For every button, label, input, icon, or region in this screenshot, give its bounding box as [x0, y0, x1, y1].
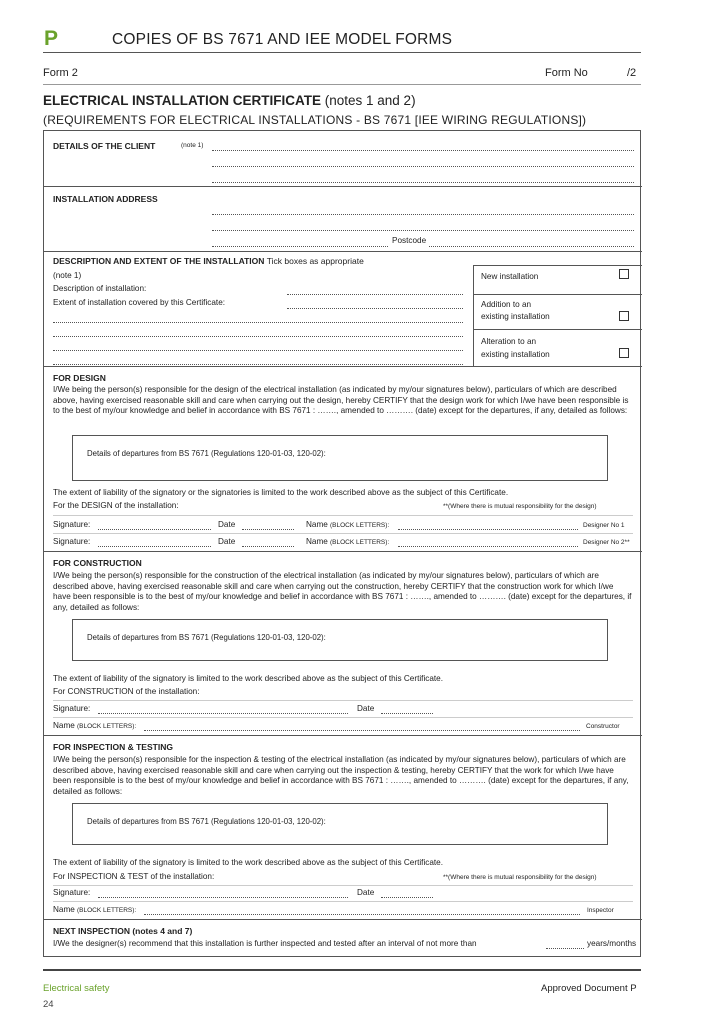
extent-line-4[interactable] [53, 364, 463, 365]
design-mutual-note: **(Where there is mutual responsibility for the design) [443, 503, 597, 510]
construction-liability: The extent of liability of the signatory is limited to the work described above as the subject of this Certificate. [53, 674, 444, 683]
design2-block-letters: (BLOCK LETTERS): [330, 539, 390, 546]
options-divider [473, 265, 474, 366]
designer-1-label: Designer No 1 [583, 522, 625, 529]
inspection-date-label: Date [357, 888, 375, 897]
certificate-title-bold: ELECTRICAL INSTALLATION CERTIFICATE [43, 93, 321, 108]
construction-departures-label: Details of departures from BS 7671 (Regulations 120-01-03, 120-02): [87, 633, 326, 642]
design2-signature-field[interactable] [98, 546, 211, 547]
inspection-signature-field[interactable] [98, 897, 348, 898]
client-note: (note 1) [181, 142, 204, 149]
inspection-text: I/We being the person(s) responsible for the inspection & testing of the electrical installation (as indicated by my/our signatures below), particulars of which are described above, having exercised reasonable skill and care when carrying out the inspection & testing, hereby CERTIFY that the work for which I/we have been responsible is to the best of my/our knowledge and belief in accordance with BS 7671 : ……., amended to ………. (date) except for the departures, if any, detailed as follows: [53, 755, 629, 796]
design2-date-field[interactable] [242, 546, 294, 547]
footer-left: Electrical safety [43, 983, 110, 994]
footer-right: Approved Document P [541, 983, 637, 994]
inspection-signature-label: Signature: [53, 888, 91, 897]
design1-signature-field[interactable] [98, 529, 211, 530]
inspection-block-letters: (BLOCK LETTERS): [77, 907, 137, 914]
extent-label: Extent of installation covered by this Certificate: [53, 298, 226, 307]
construction-for-line: For CONSTRUCTION of the installation: [53, 687, 200, 696]
description-heading-tail: Tick boxes as appropriate [266, 256, 364, 266]
constructor-label: Constructor [586, 723, 620, 730]
construction-date-label: Date [357, 704, 375, 713]
extent-line-2[interactable] [53, 336, 463, 337]
description-field[interactable] [287, 294, 463, 295]
certificate-title [43, 93, 416, 108]
construction-departures-box[interactable] [72, 619, 608, 661]
extent-line-3[interactable] [53, 350, 463, 351]
design-text: I/We being the person(s) responsible for the design of the electrical installation (as indicated by my/our signatures below), particulars of which are described above, having exercised reasonable skill and care when carrying out the design, hereby CERTIFY that the design work for which I/we have been responsible is to the best of my/our knowledge and belief in accordance with BS 7671 : ……., amended to ………. (date) except for the departures, if any, detailed as follows: [53, 385, 629, 416]
postcode-label: Postcode [392, 236, 427, 245]
inspection-liability: The extent of liability of the signatory is limited to the work described above as the subject of this Certificate. [53, 858, 444, 867]
next-inspection-heading: NEXT INSPECTION (notes 4 and 7) [53, 926, 193, 936]
description-heading-bold: DESCRIPTION AND EXTENT OF THE INSTALLATION [53, 256, 265, 266]
designer-2-label: Designer No 2** [583, 539, 630, 546]
option-alteration-label-2: existing installation [481, 350, 550, 359]
address-line-2[interactable] [212, 230, 634, 231]
design1-date-label: Date [218, 520, 236, 529]
section-letter: P [44, 27, 59, 50]
form-no-suffix: /2 [627, 67, 637, 79]
next-inspection-text-b: years/months [587, 939, 637, 948]
design-departures-label: Details of departures from BS 7671 (Regulations 120-01-03, 120-02): [87, 449, 326, 458]
inspection-for-line: For INSPECTION & TEST of the installation: [53, 872, 215, 881]
description-heading [53, 256, 364, 266]
form-label: Form 2 [43, 67, 78, 79]
divider [53, 901, 633, 902]
client-line-2[interactable] [212, 166, 634, 167]
design2-name-label: Name [306, 537, 328, 546]
inspection-departures-label: Details of departures from BS 7671 (Regulations 120-01-03, 120-02): [87, 817, 326, 826]
divider [44, 735, 642, 736]
option-addition-label-2: existing installation [481, 312, 550, 321]
divider [53, 700, 633, 701]
inspection-date-field[interactable] [381, 897, 433, 898]
divider [53, 515, 633, 516]
design2-signature-label: Signature: [53, 537, 91, 546]
options-divider [473, 294, 642, 295]
construction-signature-label: Signature: [53, 704, 91, 713]
extent-field[interactable] [287, 308, 463, 309]
divider [53, 533, 633, 534]
construction-name-label: Name [53, 721, 75, 730]
inspection-heading: FOR INSPECTION & TESTING [53, 742, 173, 752]
construction-heading: FOR CONSTRUCTION [53, 558, 142, 568]
page-title: COPIES OF BS 7671 AND IEE MODEL FORMS [112, 31, 453, 48]
option-addition-label-1: Addition to an [481, 300, 532, 309]
certificate-subtitle: (REQUIREMENTS FOR ELECTRICAL INSTALLATIONS - BS 7671 [IEE WIRING REGULATIONS]) [43, 113, 587, 127]
option-new-checkbox[interactable] [619, 269, 629, 279]
inspection-name-field[interactable] [144, 914, 580, 915]
description-note: (note 1) [53, 271, 82, 280]
subheader-rule [43, 84, 641, 85]
options-top [473, 265, 642, 266]
design2-date-label: Date [218, 537, 236, 546]
construction-date-field[interactable] [381, 713, 433, 714]
design-for-line: For the DESIGN of the installation: [53, 501, 179, 510]
option-addition-checkbox[interactable] [619, 311, 629, 321]
construction-text: I/We being the person(s) responsible for the construction of the electrical installation (as indicated by my/our signatures below), particulars of which are described above, having exercised reasonable skill and care when carrying out the construction, hereby CERTIFY that the construction work for which I/we have been responsible is to the best of my/our knowledge and belief in accordance with BS 7671 : ……., amended to ………. (date) except for the departures, if any, detailed as follows: [53, 571, 632, 612]
divider [44, 366, 642, 367]
inspection-mutual-note: **(Where there is mutual responsibility for the design) [443, 874, 597, 881]
option-alteration-label-1: Alteration to an [481, 337, 537, 346]
page-number: 24 [43, 999, 54, 1010]
certificate-title-notes: (notes 1 and 2) [324, 93, 416, 108]
address-line-3[interactable] [212, 246, 388, 247]
postcode-field[interactable] [429, 246, 634, 247]
divider [53, 885, 633, 886]
design1-name-field[interactable] [398, 529, 578, 530]
form-frame [43, 130, 641, 957]
inspection-departures-box[interactable] [72, 803, 608, 845]
client-heading: DETAILS OF THE CLIENT [53, 141, 156, 151]
option-alteration-checkbox[interactable] [619, 348, 629, 358]
design1-date-field[interactable] [242, 529, 294, 530]
header-rule [43, 52, 641, 53]
design2-name-field[interactable] [398, 546, 578, 547]
design-heading: FOR DESIGN [53, 373, 106, 383]
construction-name-field[interactable] [144, 730, 580, 731]
inspector-label: Inspector [587, 907, 614, 914]
construction-signature-field[interactable] [98, 713, 348, 714]
design1-name-label: Name [306, 520, 328, 529]
divider [44, 186, 642, 187]
design1-block-letters: (BLOCK LETTERS): [330, 522, 390, 529]
extent-line-1[interactable] [53, 322, 463, 323]
divider [44, 919, 642, 920]
inspection-name-label: Name [53, 905, 75, 914]
description-label: Description of installation: [53, 284, 147, 293]
construction-block-letters: (BLOCK LETTERS): [77, 723, 137, 730]
form-no-label: Form No [545, 67, 588, 79]
divider [44, 551, 642, 552]
address-line-1[interactable] [212, 214, 634, 215]
client-line-3[interactable] [212, 182, 634, 183]
options-divider [473, 329, 642, 330]
next-inspection-text-a: I/We the designer(s) recommend that this installation is further inspected and tested after an interval of not more than [53, 939, 477, 948]
design-liability: The extent of liability of the signatory or the signatories is limited to the work described above as the subject of this Certificate. [53, 488, 509, 497]
divider [44, 251, 642, 252]
address-heading: INSTALLATION ADDRESS [53, 194, 158, 204]
option-new-label: New installation [481, 272, 539, 281]
footer-rule [43, 969, 641, 971]
design1-signature-label: Signature: [53, 520, 91, 529]
design-departures-box[interactable] [72, 435, 608, 481]
client-line-1[interactable] [212, 150, 634, 151]
divider [53, 717, 633, 718]
next-inspection-interval-field[interactable] [546, 948, 584, 949]
